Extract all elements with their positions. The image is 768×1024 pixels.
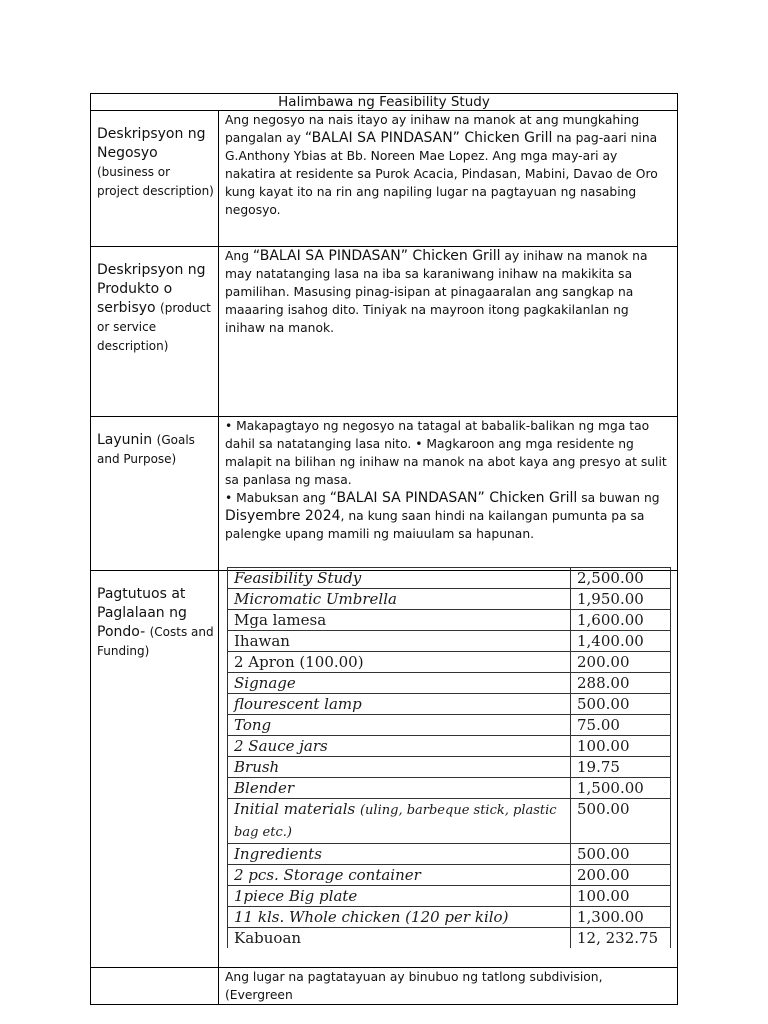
cost-row	[228, 610, 671, 631]
cost-total-amount: 12, 232.75	[571, 928, 671, 949]
text-run: sa buwan ng	[577, 491, 660, 505]
cost-item: 1piece Big plate	[228, 886, 571, 907]
cost-row	[228, 778, 671, 799]
label-product-description	[91, 247, 219, 417]
cost-item: Ingredients	[228, 844, 571, 865]
cost-amount: 1,400.00	[571, 631, 671, 652]
costs-content	[219, 571, 678, 968]
cost-row	[228, 694, 671, 715]
label-text: Pagtutuos at Paglalaan ng Pondo-	[97, 586, 187, 640]
cost-total-row	[228, 928, 671, 949]
cost-item	[228, 799, 571, 844]
cost-row	[228, 799, 671, 844]
label-text: Layunin	[97, 432, 153, 448]
label-subtext: (product or service description)	[97, 301, 211, 353]
business-description-content	[219, 111, 678, 247]
cost-table	[227, 567, 671, 948]
cost-item: Brush	[228, 757, 571, 778]
table-title: Halimbawa ng Feasibility Study	[91, 94, 678, 111]
label-goals	[91, 417, 219, 571]
brand-name: “BALAI SA PINDASAN” Chicken Grill	[304, 130, 553, 146]
cost-item: Ihawan	[228, 631, 571, 652]
text-run: • Mabuksan ang	[225, 491, 330, 505]
cost-row	[228, 886, 671, 907]
feasibility-table	[90, 93, 678, 1005]
cost-total-label: Kabuoan	[228, 928, 571, 949]
cost-amount: 1,950.00	[571, 589, 671, 610]
cost-amount: 1,600.00	[571, 610, 671, 631]
cost-row	[228, 844, 671, 865]
cost-row	[228, 589, 671, 610]
cost-row	[228, 652, 671, 673]
cost-row	[228, 736, 671, 757]
cost-row	[228, 715, 671, 736]
cost-item: flourescent lamp	[228, 694, 571, 715]
text-run: Ang negosyo na nais itayo ay inihaw na manok at ang mungkahing pangalan ay	[225, 113, 640, 145]
label-costs	[91, 571, 219, 968]
cost-row	[228, 568, 671, 589]
cost-item: 11 kls. Whole chicken (120 per kilo)	[228, 907, 571, 928]
opening-date: Disyembre 2024	[225, 508, 341, 524]
location-content: Ang lugar na pagtatayuan ay binubuo ng tatlong subdivision, (Evergreen	[219, 968, 678, 1005]
label-text: Deskripsyon ng Produkto o serbisyo	[97, 262, 206, 316]
cost-item: 2 Apron (100.00)	[228, 652, 571, 673]
cost-item: Tong	[228, 715, 571, 736]
text-run: na pag-aari nina G.Anthony Ybias at Bb. Noreen Mae Lopez. Ang mga may-ari ay nakatira at residente sa Purok Acacia, Pindasan, Mabini, Davao de Oro kung kayat ito na rin ang napiling lugar na pagtayuan ng nasabing negosyo.	[225, 131, 658, 217]
cost-item: 2 Sauce jars	[228, 736, 571, 757]
cost-amount: 2,500.00	[571, 568, 671, 589]
label-text: Deskripsyon ng Negosyo	[97, 126, 206, 161]
cost-item: 2 pcs. Storage container	[228, 865, 571, 886]
label-subtext: (business or project description)	[97, 165, 214, 198]
cost-amount: 100.00	[571, 886, 671, 907]
cost-item: Feasibility Study	[228, 568, 571, 589]
cost-amount: 500.00	[571, 694, 671, 715]
cost-item: Mga lamesa	[228, 610, 571, 631]
cost-amount: 100.00	[571, 736, 671, 757]
product-description-content	[219, 247, 678, 417]
cost-amount: 1,500.00	[571, 778, 671, 799]
label-subtext: (Goals and Purpose)	[97, 433, 195, 466]
cost-amount: 200.00	[571, 865, 671, 886]
cost-row	[228, 631, 671, 652]
brand-name: “BALAI SA PINDASAN” Chicken Grill	[252, 248, 501, 264]
cost-row	[228, 673, 671, 694]
cost-amount: 500.00	[571, 844, 671, 865]
goal-paragraph-2	[225, 489, 671, 543]
brand-name: “BALAI SA PINDASAN” Chicken Grill	[329, 490, 578, 506]
cost-amount: 19.75	[571, 757, 671, 778]
text-run: , na kung saan hindi na kailangan pumunta pa sa palengke upang mamili ng maiuulam sa hapunan.	[225, 509, 645, 541]
cost-item-text: Initial materials	[234, 800, 356, 818]
cost-amount: 200.00	[571, 652, 671, 673]
cost-item: Blender	[228, 778, 571, 799]
goal-paragraph-1: • Makapagtayo ng negosyo na tatagal at babalik-balikan ng mga tao dahil sa natatanging lasa nito. • Magkaroon ang mga residente ng malapit na bilihan ng inihaw na manok na abot kaya ang presyo at sulit sa panlasa ng masa.	[225, 419, 667, 487]
goals-content	[219, 417, 678, 571]
cost-amount: 500.00	[571, 799, 671, 844]
text-run: Ang	[225, 249, 253, 263]
cost-item-detail: (uling, barbeque stick, plastic bag etc.)	[234, 803, 557, 840]
cost-item: Signage	[228, 673, 571, 694]
label-business-description	[91, 111, 219, 247]
cost-row	[228, 757, 671, 778]
cost-item: Micromatic Umbrella	[228, 589, 571, 610]
cost-row	[228, 907, 671, 928]
cost-amount: 1,300.00	[571, 907, 671, 928]
cost-amount: 288.00	[571, 673, 671, 694]
cost-amount: 75.00	[571, 715, 671, 736]
label-subtext: (Costs and Funding)	[97, 625, 214, 658]
empty-label-cell	[91, 968, 219, 1005]
text-run: ay inihaw na manok na may natatanging lasa na iba sa karaniwang inihaw na makikita sa pamilihan. Masusing pinag-isipan at pinagaaralan ang sangkap na maaaring isahog dito. Tiniyak na mayroon itong pagkakilanlan ng inihaw na manok.	[225, 249, 648, 335]
cost-row	[228, 865, 671, 886]
